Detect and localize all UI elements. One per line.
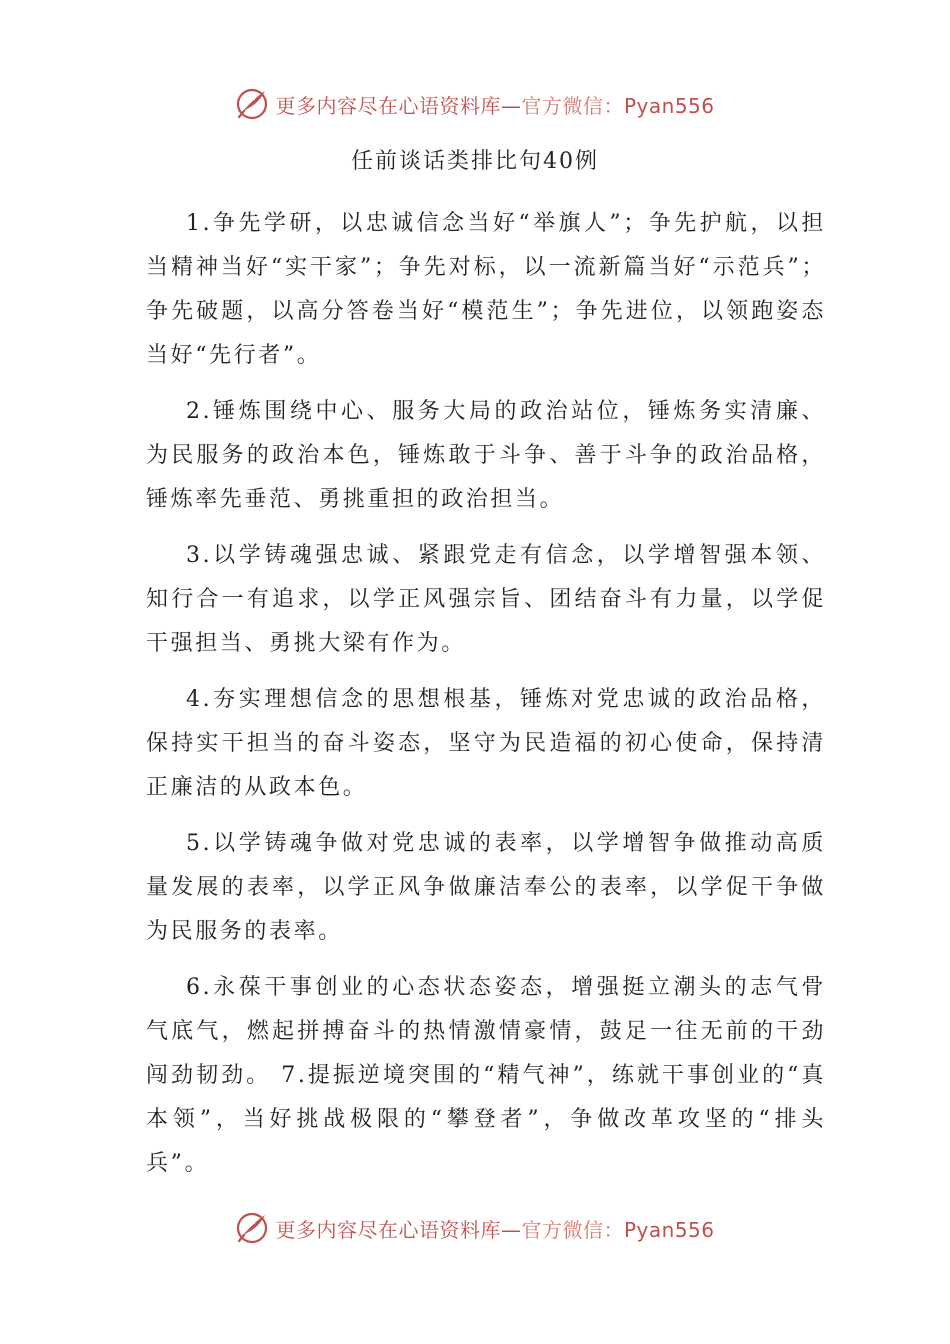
watermark-dash: — [500, 1217, 522, 1242]
watermark-wechat-id: Pyan556 [623, 93, 715, 118]
footer-watermark-banner [0, 1208, 950, 1248]
watermark-label: 官方微信： [521, 1217, 624, 1242]
document-body [146, 202, 826, 1198]
paragraph-1: 1.争先学研，以忠诚信念当好“举旗人”；争先护航，以担当精神当好“实干家”；争先对标，以一流新篇当好“示范兵”；争先破题，以高分答卷当好“模范生”；争先进位，以领跑姿态当好“先行者”。 [146, 211, 826, 368]
paragraph-6: 6.永葆干事创业的心态状态姿态，增强挺立潮头的志气骨气底气，燃起拼搏奋斗的热情激情豪情，鼓足一往无前的干劲闯劲韧劲。 7.提振逆境突围的“精气神”，练就干事创业的“真本领”，当好挑战极限的“攀登者”，争做改革攻坚的“排头兵”。 [146, 975, 826, 1176]
quill-pen-logo-icon [235, 1211, 269, 1245]
watermark-main-text: 更多内容尽在心语资料库 [275, 1217, 501, 1242]
header-watermark-banner [0, 84, 950, 124]
paragraph-5: 5.以学铸魂争做对党忠诚的表率，以学增智争做推动高质量发展的表率，以学正风争做廉洁奉公的表率，以学促干争做为民服务的表率。 [146, 831, 826, 944]
watermark-text [275, 1214, 714, 1243]
paragraph-2: 2.锤炼围绕中心、服务大局的政治站位，锤炼务实清廉、为民服务的政治本色，锤炼敢于斗争、善于斗争的政治品格，锤炼率先垂范、勇挑重担的政治担当。 [146, 399, 826, 512]
watermark-main-text: 更多内容尽在心语资料库 [275, 93, 501, 118]
document-title: 任前谈话类排比句40例 [351, 149, 599, 174]
watermark-text [275, 90, 714, 119]
quill-pen-logo-icon [235, 87, 269, 121]
watermark-label: 官方微信： [521, 93, 624, 118]
paragraph-4: 4.夯实理想信念的思想根基，锤炼对党忠诚的政治品格，保持实干担当的奋斗姿态，坚守为民造福的初心使命，保持清正廉洁的从政本色。 [146, 687, 826, 800]
paragraph-3: 3.以学铸魂强忠诚、紧跟党走有信念，以学增智强本领、知行合一有追求，以学正风强宗旨、团结奋斗有力量，以学促干强担当、勇挑大梁有作为。 [146, 543, 826, 656]
watermark-dash: — [500, 93, 522, 118]
watermark-wechat-id: Pyan556 [623, 1217, 715, 1242]
